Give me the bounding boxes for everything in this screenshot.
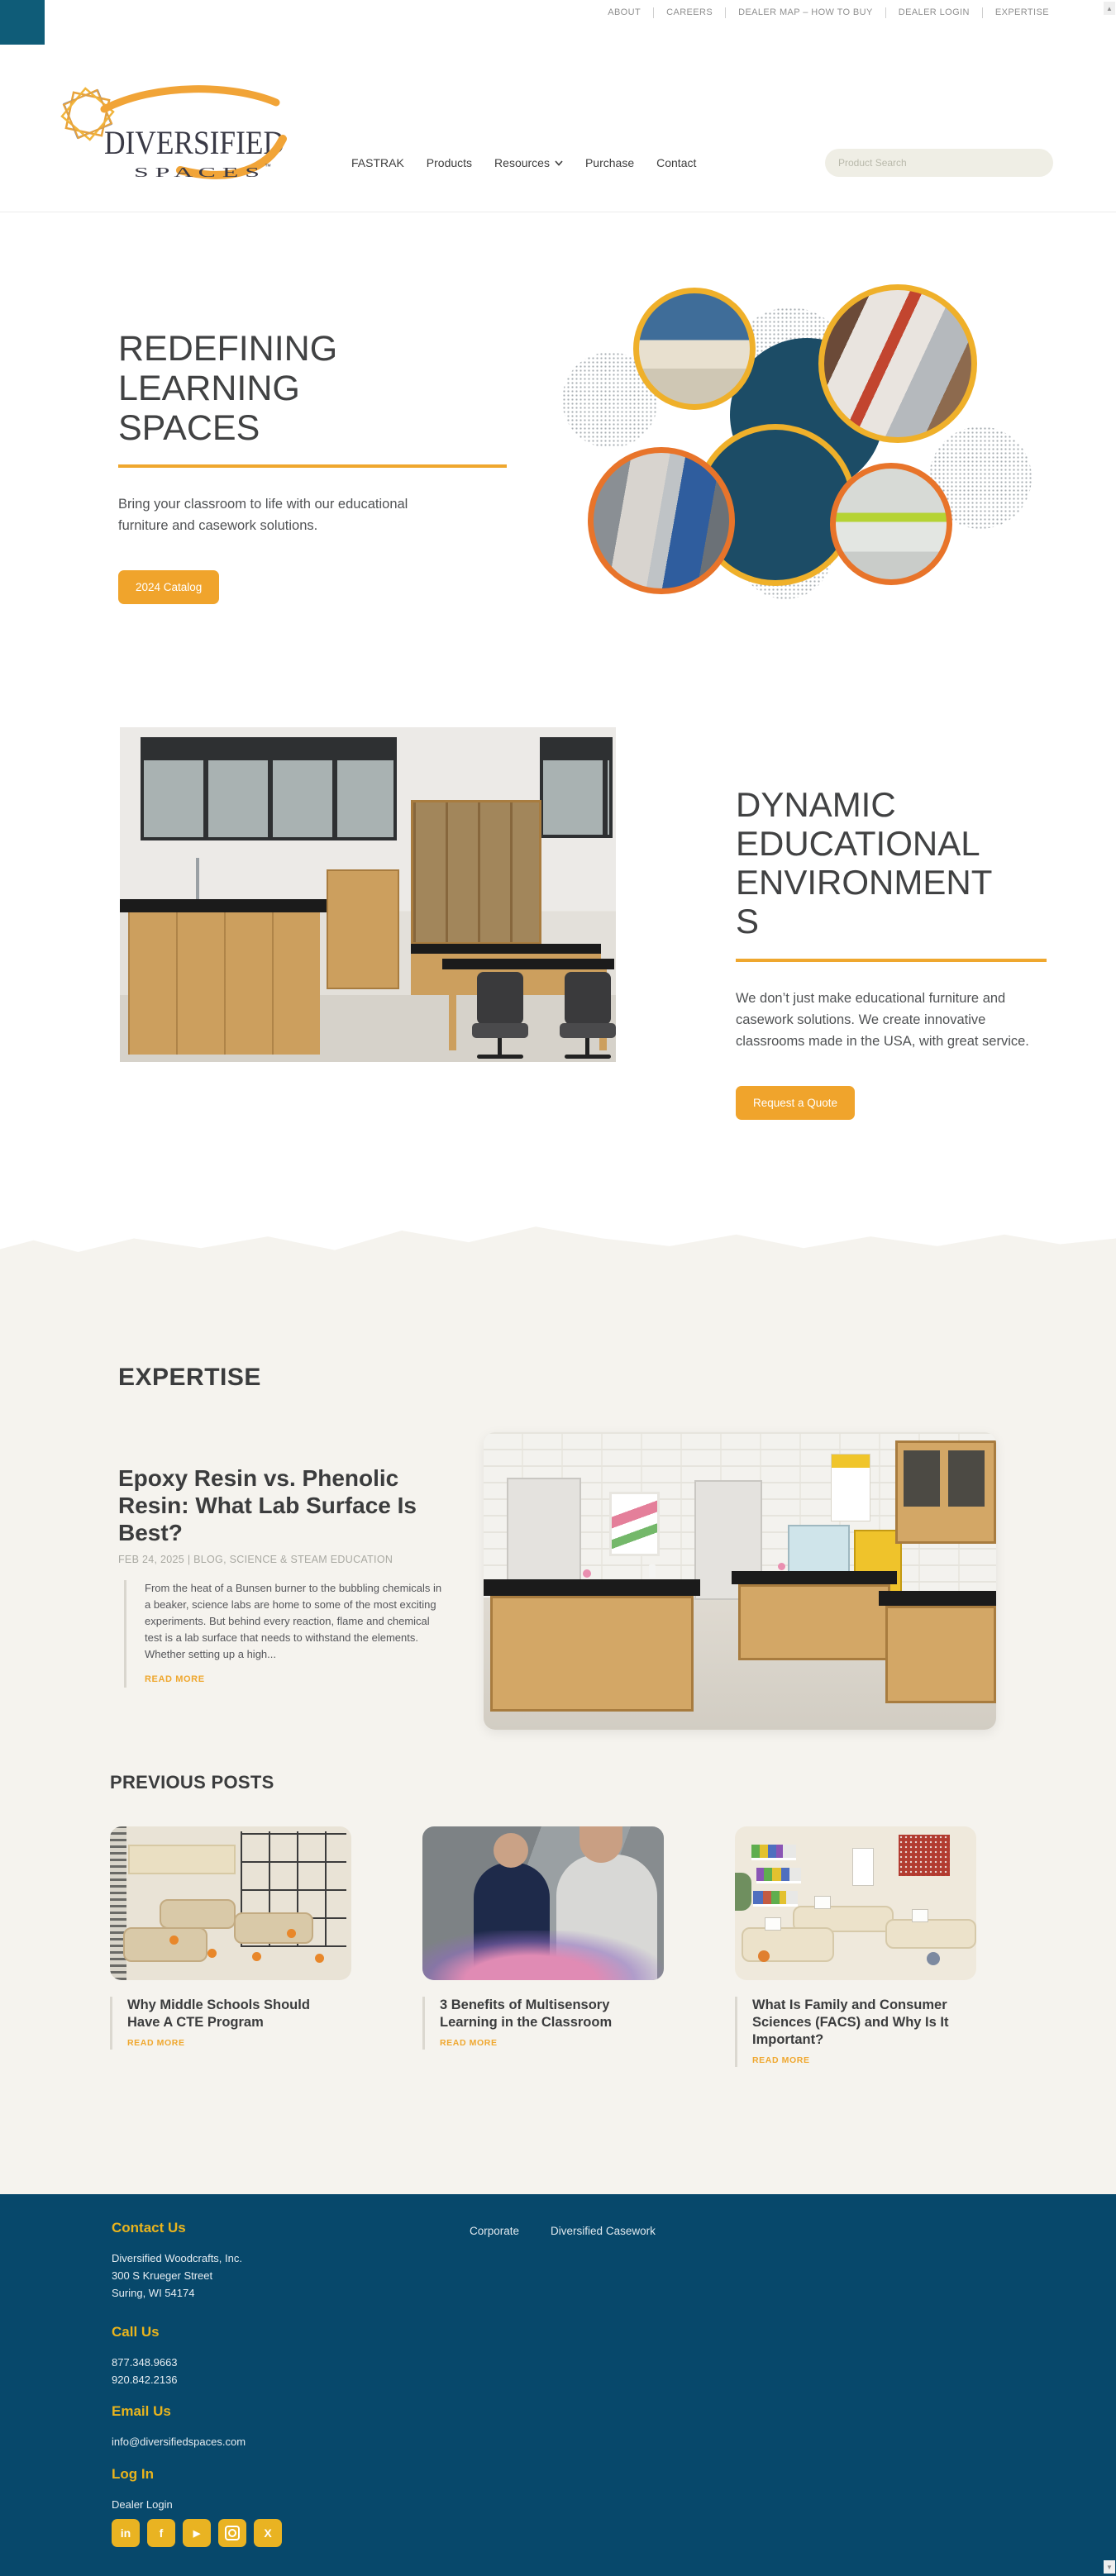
featured-post-excerpt (124, 1580, 447, 1688)
island-top (120, 899, 328, 912)
topbar-link-expertise[interactable]: EXPERTISE (994, 7, 1049, 17)
classroom-table (160, 1899, 236, 1929)
island-top (732, 1571, 897, 1584)
island-top (484, 1579, 700, 1596)
cabinet-glass (904, 1450, 940, 1507)
footer-phone-number[interactable]: 920.842.2136 (112, 2374, 178, 2386)
display-cabinet (411, 800, 541, 945)
nav-label: FASTRAK (351, 156, 404, 169)
gray-chair (927, 1952, 940, 1965)
red-poster (899, 1835, 950, 1876)
lab-safety-poster (831, 1454, 870, 1521)
post-card-image-facs[interactable] (735, 1826, 976, 1980)
nav-label: Resources (494, 156, 550, 169)
facebook-icon[interactable] (147, 2519, 175, 2547)
post-card-title[interactable]: What Is Family and Consumer Sciences (FACS) and Why Is It Important? (752, 1997, 949, 2047)
bench-top (411, 944, 601, 954)
cabinet-glass (948, 1450, 985, 1507)
instagram-icon[interactable] (218, 2519, 246, 2547)
logo-subword: S P A C E S (134, 164, 260, 180)
window (141, 737, 397, 840)
logo-swoosh-top (104, 89, 276, 109)
nav-item-products[interactable] (427, 156, 472, 169)
footer-phone-number[interactable]: 877.348.9663 (112, 2356, 178, 2369)
footer-login-heading: Log In (112, 2466, 154, 2482)
youtube-icon[interactable] (183, 2519, 211, 2547)
hero-subtitle: Bring your classroom to life with our educational furniture and casework solutions. (118, 497, 408, 533)
diversified-spaces-logo[interactable] (58, 76, 293, 193)
featured-post-meta: FEB 24, 2025 | BLOG, SCIENCE & STEAM EDUCATION (118, 1554, 393, 1565)
makers-photo-circle (588, 447, 735, 594)
sewing-machine (912, 1909, 928, 1922)
hero-title-underline (118, 464, 507, 468)
instagram-glyph (225, 2526, 240, 2540)
lab-chair-seat (560, 1023, 616, 1038)
post-read-more-link[interactable]: READ MORE (752, 2055, 810, 2065)
window (540, 737, 613, 838)
child-head (494, 1833, 528, 1868)
post-read-more-link[interactable]: READ MORE (440, 2038, 498, 2048)
previous-posts-heading: PREVIOUS POSTS (110, 1772, 274, 1793)
footer-social-icons (112, 2519, 282, 2547)
book-shelf (751, 1845, 796, 1860)
main-navigation (351, 150, 696, 175)
pink-flask (583, 1569, 591, 1578)
dynamic-section-title: DYNAMIC EDUCATIONAL ENVIRONMENT S (736, 785, 993, 940)
sewing-desk (885, 1919, 976, 1949)
post-card-title[interactable]: 3 Benefits of Multisensory Learning in the Classroom (440, 1997, 613, 2030)
post-card (422, 1826, 664, 2050)
plant (735, 1873, 751, 1911)
lab-chair-base (565, 1055, 611, 1059)
island-base (885, 1606, 996, 1703)
lab-chair-post (585, 1038, 589, 1056)
lab-chair-seat (472, 1023, 528, 1038)
featured-read-more-link[interactable]: READ MORE (145, 1674, 205, 1684)
nav-item-contact[interactable] (656, 156, 696, 169)
sewing-machine (814, 1896, 831, 1909)
catalog-button[interactable]: 2024 Catalog (118, 570, 219, 604)
topbar-link-careers[interactable]: CAREERS (654, 7, 726, 18)
post-card-image-multisensory[interactable] (422, 1826, 664, 1980)
wall-cabinets (128, 1845, 236, 1874)
facebook-glyph: f (159, 2526, 164, 2540)
topbar-link-about[interactable]: ABOUT (595, 7, 654, 18)
island-top (879, 1591, 996, 1606)
footer-contact-heading: Contact Us (112, 2220, 186, 2236)
post-read-more-link[interactable]: READ MORE (127, 2038, 185, 2048)
lab-chair (477, 972, 523, 1025)
post-card-title[interactable]: Why Middle Schools Should Have A CTE Program (127, 1997, 310, 2030)
linkedin-glyph: in (120, 2526, 131, 2540)
sensory-light-glow (422, 1931, 664, 1980)
footer-address-line: 300 S Krueger Street (112, 2269, 213, 2282)
expertise-heading: EXPERTISE (118, 1364, 261, 1391)
students-photo-circle (818, 284, 977, 443)
scrollbar-down-arrow[interactable]: ▼ (1104, 2560, 1115, 2574)
book-shelf (756, 1868, 801, 1883)
faucet (196, 858, 199, 901)
top-left-accent-square (0, 0, 45, 45)
topbar-link-dealer-login[interactable]: DEALER LOGIN (886, 7, 983, 18)
sewing-machine (765, 1917, 781, 1931)
orange-chair (758, 1950, 770, 1962)
orange-stool (287, 1929, 296, 1938)
request-quote-button[interactable]: Request a Quote (736, 1086, 855, 1120)
footer-email-link[interactable]: info@diversifiedspaces.com (112, 2436, 246, 2448)
nav-label: Contact (656, 156, 697, 169)
classroom-table (123, 1927, 207, 1962)
post-card (735, 1826, 976, 2067)
top-utility-bar (0, 0, 1116, 25)
nav-item-resources[interactable] (494, 156, 563, 169)
footer-link-corporate[interactable]: Corporate (470, 2225, 520, 2237)
footer-link-diversified-casework[interactable]: Diversified Casework (551, 2225, 656, 2237)
book-shelf (753, 1891, 798, 1907)
footer-dealer-login-link[interactable]: Dealer Login (112, 2498, 173, 2511)
hero-title: REDEFINING LEARNING SPACES (118, 329, 338, 448)
footer-email-heading: Email Us (112, 2403, 171, 2419)
sewing-desk (742, 1927, 834, 1962)
science-lab-photo (120, 727, 616, 1062)
classroom-photo-circle (633, 288, 756, 410)
science-poster (609, 1492, 660, 1556)
logo-tm: ™ (265, 163, 271, 170)
dynamic-title-underline (736, 959, 1047, 962)
topbar-link-dealer-map[interactable]: DEALER MAP – HOW TO BUY (726, 7, 886, 18)
footer-call-heading: Call Us (112, 2324, 160, 2340)
lab-chair (565, 972, 611, 1025)
product-search-input[interactable] (825, 149, 1053, 177)
featured-post-image[interactable] (484, 1432, 996, 1730)
white-flask (649, 1564, 656, 1578)
lectern (327, 869, 399, 989)
excerpt-text: From the heat of a Bunsen burner to the bubbling chemicals in a beaker, science labs are home to some of the most exciting experiments. But behind every reaction, flame and chemical test is a lab surface that needs to withstand the elements. Whether setting up a high... (145, 1582, 442, 1660)
nav-label: Products (426, 156, 473, 169)
lime-classroom-photo-circle (830, 463, 952, 585)
orange-stool (252, 1952, 261, 1961)
island-base (738, 1584, 890, 1660)
footer-nav-links (470, 2225, 656, 2237)
island-base (128, 912, 320, 1055)
nav-label: Purchase (584, 156, 635, 169)
hero-collage (569, 261, 1077, 651)
classroom-table (234, 1912, 313, 1944)
post-card-body (422, 1997, 664, 2050)
table-leg (449, 969, 456, 1050)
dynamic-section-body: We don’t just make educational furniture and casework solutions. We create innovative classrooms made in the USA, with great service. (736, 991, 1029, 1049)
lab-chair-post (498, 1038, 502, 1056)
logo-wordmark: DIVERSIFIED (104, 124, 284, 161)
small-poster (852, 1848, 874, 1886)
site-header (0, 25, 1116, 212)
pink-flask (778, 1563, 785, 1570)
scrollbar-up-arrow[interactable]: ▲ (1104, 2, 1115, 15)
orange-stool (315, 1954, 324, 1963)
orange-stool (207, 1949, 217, 1958)
table-top (442, 959, 614, 969)
nav-item-purchase[interactable] (585, 156, 634, 169)
island-base (490, 1596, 694, 1712)
x-icon[interactable] (254, 2519, 282, 2547)
nav-item-fastrak[interactable] (351, 156, 404, 169)
lab-chair-base (477, 1055, 523, 1059)
post-card (110, 1826, 351, 2050)
featured-post-title[interactable]: Epoxy Resin vs. Phenolic Resin: What Lab Surface Is Best? (118, 1465, 417, 1545)
post-card-body (735, 1997, 976, 2067)
youtube-glyph: ▶ (193, 2528, 201, 2539)
linkedin-icon[interactable] (112, 2519, 140, 2547)
x-glyph: X (264, 2526, 272, 2540)
orange-stool (169, 1936, 179, 1945)
footer-address-line: Suring, WI 54174 (112, 2287, 195, 2299)
footer-address-line: Diversified Woodcrafts, Inc. (112, 2252, 242, 2264)
chevron-down-icon (555, 160, 563, 166)
post-card-body (110, 1997, 351, 2050)
post-card-image-cte[interactable] (110, 1826, 351, 1980)
